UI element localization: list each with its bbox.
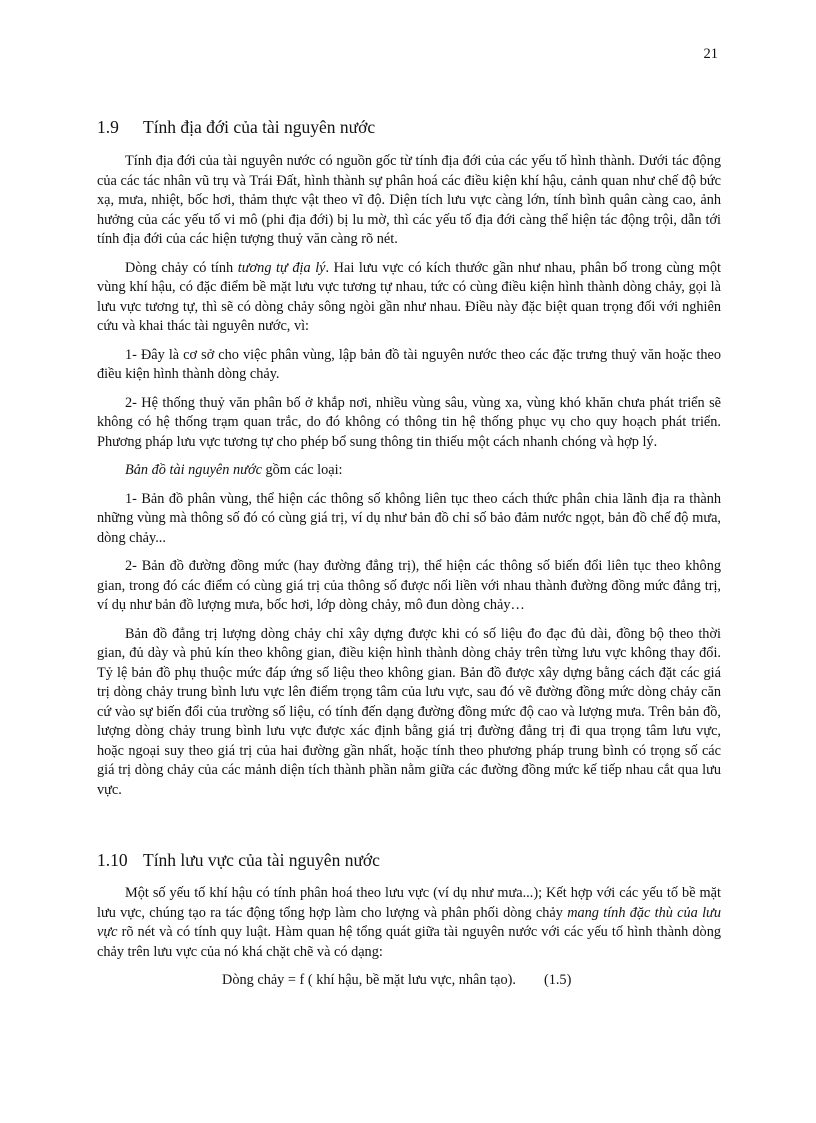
- italic-term: Bản đồ tài nguyên nước: [125, 462, 262, 478]
- list-item: 1- Bản đồ phân vùng, thể hiện các thông số không liên tục theo cách thức phân chia lãnh địa ra thành những vùng mà thông số đó có cùng giá trị, ví dụ như bản đồ chỉ số bảo đảm nước ngọt, bản đồ chế độ mưa, dòng chảy...: [97, 490, 721, 546]
- section-title: Tính lưu vực của tài nguyên nước: [143, 850, 380, 870]
- formula-text: Dòng chảy = f ( khí hậu, bề mặt lưu vực, nhân tạo).: [222, 972, 516, 988]
- paragraph: [97, 259, 721, 337]
- paragraph-text: rõ nét và có tính quy luật. Hàm quan hệ tổng quát giữa tài nguyên nước với các yếu tố hình thành dòng chảy trên lưu vực của nó khá chặt chẽ và có dạng:: [97, 924, 721, 960]
- paragraph-text: Một số yếu tố khí hậu có tính phân hoá theo lưu vực (ví dụ như mưa...); Kết hợp với các yếu tố bề mặt lưu vực, chúng tạo ra tác động tổng hợp làm cho lượng và phân phối dòng chảy: [97, 885, 721, 921]
- paragraph: Tính địa đới của tài nguyên nước có nguồn gốc từ tính địa đới của các yếu tố hình thành. Dưới tác động của các tác nhân vũ trụ và Trái Đất, hình thành sự phân hoá các điều kiện khí hậu, cảnh quan như chế độ bức xạ, mưa, nhiệt, bốc hơi, thảm thực vật theo vĩ độ. Diện tích lưu vực càng lớn, tính bình quân càng cao, ảnh hưởng của các yếu tố vi mô (phi địa đới) bị lu mờ, thì các yếu tố địa đới càng thể hiện tác động trội, dẫn tới tính địa đới của các hiện tượng thuỷ văn càng rõ nét.: [97, 153, 721, 247]
- section-number: 1.10: [97, 850, 128, 870]
- italic-term: tương tự địa lý: [237, 259, 326, 276]
- paragraph: Bản đồ đẳng trị lượng dòng chảy chỉ xây dựng được khi có số liệu đo đạc đủ dài, đồng bộ theo thời gian, đủ dày và phủ kín theo không gian, điều kiện hình thành dòng chảy trên từng lưu vực không thay đổi. Tỷ lệ bản đồ phụ thuộc mức đáp ứng số liệu theo không gian. Bản đồ được xây dựng bằng cách đặt các giá trị dòng chảy trung bình lưu vực lên điểm trọng tâm của lưu vực, sau đó vẽ đường đồng mức dòng chảy căn cứ vào sự biến đổi của trường số liệu, có tính đến dạng đường đồng mức độ cao và lượng mưa. Trên bản đồ, lượng dòng chảy trung bình lưu vực được xác định bằng giá trị đường đẳng trị đi qua trọng tâm lưu vực, hoặc ngoại suy theo giá trị của hai đường gần nhất, hoặc tính theo phương pháp trung bình có trọng số các giá trị dòng chảy của các mảnh diện tích thành phần nằm giữa các đường đồng mức kế tiếp nhau cắt qua lưu vực.: [97, 625, 721, 798]
- paragraph-text: Dòng chảy có tính: [125, 259, 238, 276]
- paragraph: [97, 461, 721, 481]
- formula: [97, 971, 721, 991]
- paragraph: [97, 884, 721, 962]
- section-number: 1.9: [97, 117, 119, 137]
- list-item: 2- Bản đồ đường đồng mức (hay đường đẳng trị), thể hiện các thông số biến đổi liên tục theo không gian, trong đó các điểm có cùng giá trị của thông số được nối liền với nhau thành đường đồng mức đẳng trị, ví dụ như bản đồ lượng mưa, bốc hơi, lớp dòng chảy, mô đun dòng chảy…: [97, 558, 721, 613]
- section-heading-1-10: [97, 850, 380, 871]
- page-number: 21: [703, 46, 718, 62]
- paragraph-text: . Hai lưu vực có kích thước gần như nhau, phân bố trong cùng một vùng khí hậu, có đặc điểm bề mặt lưu vực tương tự nhau, tức có cùng điều kiện hình thành dòng chảy, gọi là lưu vực tương tự, thì sẽ có dòng chảy sông ngòi gần như nhau. Điều này đặc biệt quan trọng đối với nghiên cứu và khai thác tài nguyên nước, vì:: [97, 259, 721, 334]
- paragraph-text: gồm các loại:: [261, 462, 343, 478]
- list-item: 1- Đây là cơ sở cho việc phân vùng, lập bản đồ tài nguyên nước theo các đặc trưng thuỷ văn hoặc theo điều kiện hình thành dòng chảy.: [97, 346, 721, 382]
- list-item: 2- Hệ thống thuỷ văn phân bố ở khắp nơi, nhiều vùng sâu, vùng xa, vùng khó khăn chưa phát triển sẽ không có hệ thống trạm quan trắc, do đó không có thông tin hệ thống phục vụ cho quy hoạch phát triển. Phương pháp lưu vực tương tự cho phép bổ sung thông tin thiếu một cách nhanh chóng và hợp lý.: [97, 394, 721, 450]
- section-heading-1-9: [97, 117, 375, 138]
- italic-term: mang tính đặc thù của lưu vực: [97, 904, 721, 940]
- equation-number: (1.5): [543, 972, 572, 988]
- section-1-10-body: [97, 884, 721, 1000]
- section-title: Tính địa đới của tài nguyên nước: [143, 117, 376, 137]
- section-1-9-body: [97, 152, 721, 809]
